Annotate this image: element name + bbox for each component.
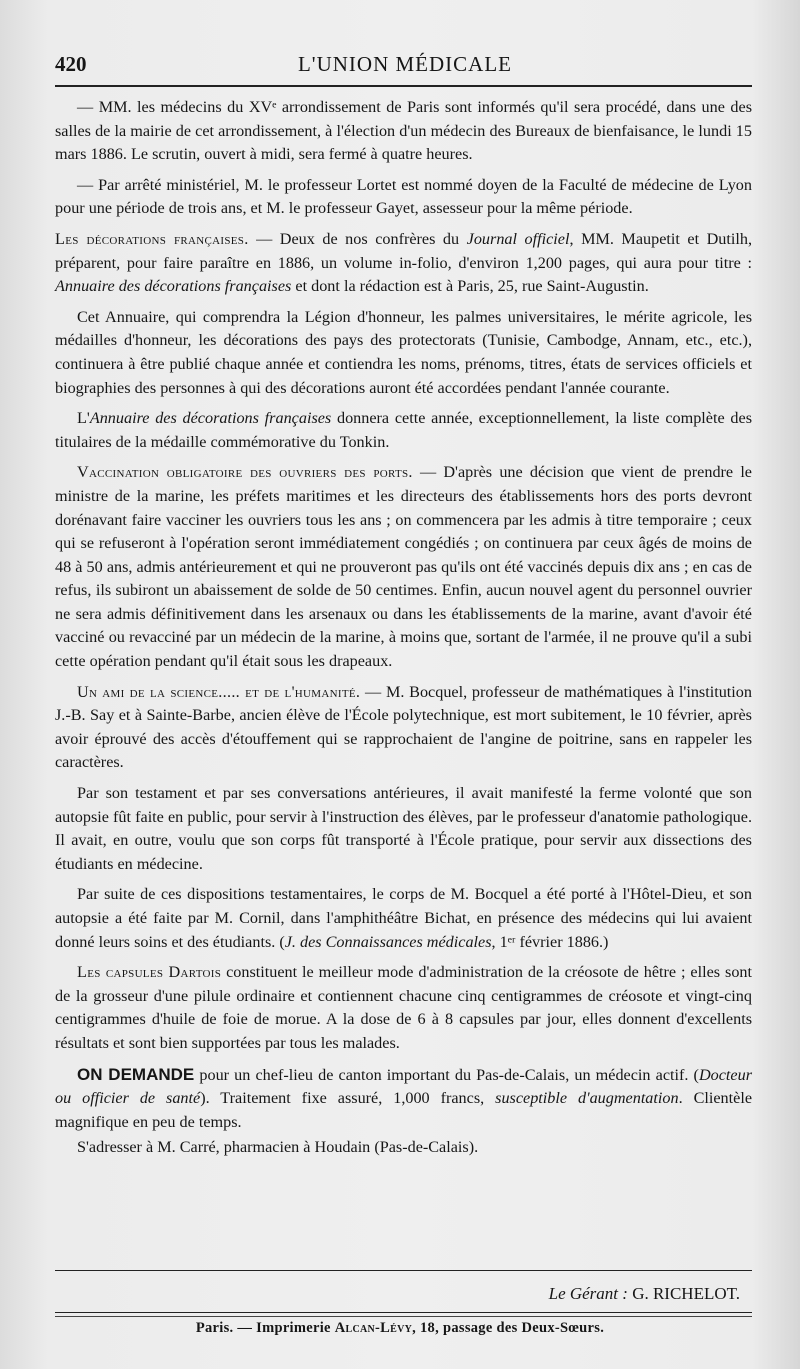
- gerant-line: [549, 1284, 740, 1304]
- section-heading: Les capsules Dartois: [77, 963, 222, 982]
- printer-imprint: Paris. — Imprimerie Alcan-Lévy, 18, passage des Deux-Sœurs.: [195, 1320, 605, 1336]
- section-heading: ON DEMANDE: [77, 1064, 195, 1084]
- section-vaccination: Vaccination obligatoire des ouvriers des ports. — D'après une décision que vient de prendre le ministre de la marine, les préfets maritimes et les directeurs des établissements hors des ports devront dorénavant faire vacciner les ouvriers tous les ans ; on commencera par les admis à titre temporaire ; ceux qui se refuseront à l'opération seront immédiatement congédiés ; on continuera par ceux âgés de moins de 48 à 50 ans, admis antérieurement et qui ne prouveront pas qu'ils ont été vaccinés depuis dix ans ; en cas de refus, ils subiront un abaissement de solde de 50 centimes. Enfin, aucun nouvel agent du personnel ouvrier ne sera admis définitivement dans les arsenaux ou dans les établissements de la marine, avant d'avoir été vacciné ou revacciné par un médecin de la marine, à moins que, sortant de l'armée, il ne prouve qu'il a subi cette opération pendant qu'il était sous les drapeaux.: [55, 463, 752, 671]
- demande-address: S'adresser à M. Carré, pharmacien à Houdain (Pas-de-Calais).: [77, 1138, 479, 1157]
- imprint-rule: [55, 1312, 752, 1313]
- journal-title: L'UNION MÉDICALE: [297, 52, 512, 76]
- footer-rule: [55, 1270, 752, 1271]
- page-number: 420: [55, 52, 87, 76]
- notice-lyon-dean: — Par arrêté ministériel, M. le professeur Lortet est nommé doyen de la Faculté de médecine de Lyon pour une période de trois ans, et M. le professeur Gayet, assesseur pour la même période.: [55, 175, 752, 218]
- gerant-label: Le Gérant :: [548, 1284, 628, 1303]
- section-decorations: Les décorations françaises. — Deux de nos confrères du Journal officiel, MM. Maupetit et Dutilh, préparent, pour faire paraître en 1886, un volume in-folio, d'environ 1,200 pages, qui aura pour titre : Annuaire des décorations françaises et dont la rédaction est à Paris, 25, rue Saint-Augustin.: [55, 229, 753, 296]
- decorations-paragraph-3: L'Annuaire des décorations françaises donnera cette année, exceptionnellement, la liste complète des titulaires de la médaille commémorative du Tonkin.: [55, 409, 752, 451]
- section-capsules: Les capsules Dartois constituent le meilleur mode d'administration de la créosote de hêtre ; elles sont de la grosseur d'une pilule ordinaire et contiennent chacune cinq centigrammes de créosote et vingt-cinq centigrammes d'huile de foie de morue. A la dose de 6 à 8 capsules par jour, elles donnent d'excellents résultats et sont bien supportées par tous les malades.: [55, 963, 753, 1052]
- decorations-paragraph-2: Cet Annuaire, qui comprendra la Légion d'honneur, les palmes universitaires, le mérite agricole, les médailles d'honneur, les décorations des pays des protectorats (Tunisie, Cambodge, Annam, etc., etc.), continuera à être publié chaque année et contiendra les noms, prénoms, titres, états de services officiels et biographies des personnes à qui des décorations auront été accordées pendant l'année courante.: [55, 307, 752, 397]
- ami-paragraph-3: Par suite de ces dispositions testamentaires, le corps de M. Bocquel a été porté à l'Hôtel-Dieu, et son autopsie a été faite par M. Cornil, dans l'amphithéâtre Bichat, en présence des médecins qui lui avaient donné leurs soins et des étudiants. (J. des Connaissances médicales, 1ᵉʳ février 1886.): [55, 885, 752, 951]
- section-heading: Un ami de la science..... et de l'humanité.: [77, 682, 361, 701]
- section-heading: Les décorations françaises.: [55, 229, 249, 248]
- notice-elections: — MM. les médecins du XVᵉ arrondissement de Paris sont informés qu'il sera procédé, dans une des salles de la mairie de cet arrondissement, à l'élection d'un médecin des Bureaux de bienfaisance, le lundi 15 mars 1886. Le scrutin, ouvert à midi, sera fermé à quatre heures.: [55, 98, 752, 164]
- section-heading: Vaccination obligatoire des ouvriers des ports.: [77, 463, 413, 482]
- ami-paragraph-2: Par son testament et par ses conversations antérieures, il avait manifesté la ferme volonté que son autopsie fût faite en public, pour servir à l'instruction des élèves, par le professeur d'anatomie pathologique. Il avait, en outre, voulu que son corps fût transporté à l'École pratique, pour servir aux dissections des étudiants en médecine.: [55, 784, 752, 873]
- section-ami: Un ami de la science..... et de l'humanité. — M. Bocquel, professeur de mathématiques à l'institution J.-B. Say et à Sainte-Barbe, ancien élève de l'École polytechnique, est mort subitement, le 10 février, après avoir éprouvé des accès d'étouffement qui se rapprochaient de l'angine de poitrine, sans en rappeler les caractères.: [55, 682, 752, 772]
- article-body: [55, 96, 752, 1167]
- header-rule: [55, 85, 752, 87]
- imprint-rule-thin: [55, 1316, 752, 1317]
- section-demande: ON DEMANDE pour un chef-lieu de canton important du Pas-de-Calais, un médecin actif. (Docteur ou officier de santé). Traitement fixe assuré, 1,000 francs, susceptible d'augmentation. Clientèle magnifique en peu de temps.: [55, 1064, 753, 1131]
- page-header: [55, 50, 755, 80]
- gerant-name: G. RICHELOT.: [632, 1284, 740, 1303]
